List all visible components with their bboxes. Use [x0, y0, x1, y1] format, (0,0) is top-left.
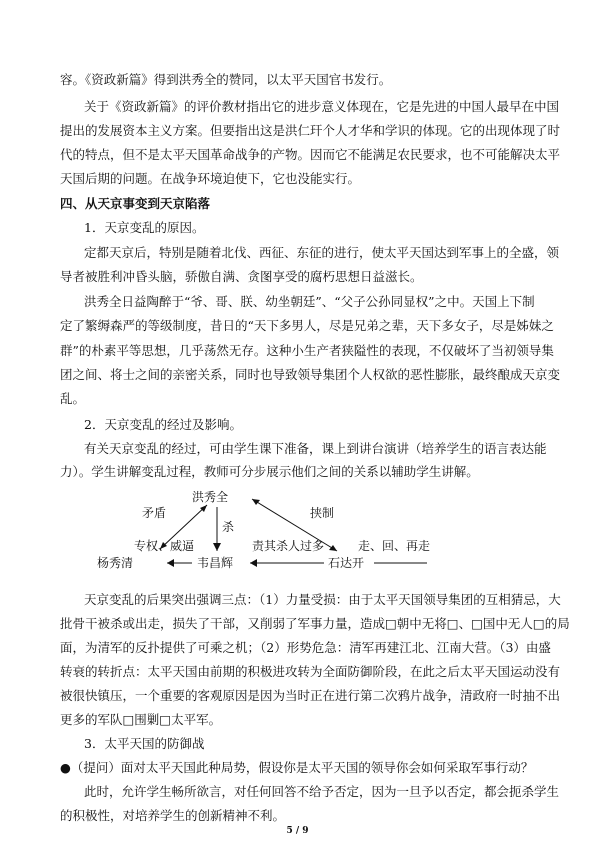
label-zou: 走、回、再走: [358, 539, 431, 553]
text-line-5: 天国后期的问题。在战争环境迫使下，它也没能实行。: [60, 171, 361, 186]
node-shi: 石达开: [328, 556, 365, 570]
arrowhead: [250, 559, 257, 567]
text-line-27: 的积极性，对培养学生的创新精神不利。: [60, 808, 286, 823]
text-line-23: 更多的军队□围剿□太平军。: [60, 712, 222, 727]
label-zeqi: 责其杀人过多: [252, 539, 325, 553]
text-line-22: 被很快镇压，一个重要的客观原因是因为当时正在进行第二次鸦片战争，清政府一时抽不出: [60, 688, 561, 703]
text-line-26: 此时，允许学生畅所欲言，对任何回答不给予否定，因为一旦予以否定，都会扼杀学生: [84, 784, 560, 799]
section-heading: 四、从天京事变到天京陷落: [60, 196, 211, 211]
text-line-2: 关于《资政新篇》的评价教材指出它的进步意义体现在，它是先进的中国人最早在中国: [84, 99, 560, 114]
node-hong: 洪秀全: [192, 490, 229, 504]
relationship-diagram: [92, 487, 437, 575]
label-sha: 杀: [222, 520, 235, 534]
text-line-16: 有关天京变乱的经过，可由学生课下准备，课上到讲台演讲（培养学生的语言表达能: [84, 441, 547, 456]
arrowhead: [329, 545, 337, 551]
question-line: ●（提问）面对太平天国此种局势，假设你是太平天国的领导你会如何采取军事行动？: [60, 760, 534, 775]
text-line-17: 力）。学生讲解变乱过程，教师可分步展示他们之间的关系以辅助学生讲解。: [60, 464, 479, 479]
arrowhead: [167, 559, 174, 567]
text-line-12: 群”的朴素平等思想，几乎荡然无存。这种小生产者狭隘性的表现，不仅破坏了当初领导集: [60, 343, 554, 358]
text-line-11: 定了繁缛森严的等级制度，昔日的“天下多男人，尽是兄弟之辈，天下多女子，尽是姊妹之: [60, 318, 554, 333]
text-line-18: 天京变乱的后果突出强调三点：（1）力量受损：由于太平天国领导集团的互相猜忌，大: [84, 592, 561, 607]
label-maodun: 矛盾: [142, 506, 167, 520]
text-line-8: 定都天京后，特别是随着北伐、西征、东征的进行，使太平天国达到军事上的全盛，领: [84, 245, 560, 260]
text-line-19: 批骨干被杀或出走，损失了干部，又削弱了军事力量，造成□朝中无将□、□国中无人□的局: [60, 616, 570, 631]
node-wei: 韦昌辉: [197, 556, 234, 570]
label-zhuanquan: 专权、威逼: [134, 539, 195, 553]
subheading-3: 3．太平天国的防御战: [84, 736, 205, 751]
text-line-10: 洪秀全日益陶醉于“爷、哥、朕、幼坐朝廷”、“父子公孙同显权”之中。天国上下制: [84, 294, 535, 309]
label-zhezhi: 挟制: [310, 506, 335, 520]
arrowhead: [252, 499, 260, 505]
arrowhead: [213, 543, 221, 551]
text-line-13: 团之间、将士之间的亲密关系，同时也导致领导集团个人权欲的恶性膨胀，最终酿成天京变: [60, 367, 561, 382]
page-number: 5 / 9: [286, 826, 309, 836]
text-line-3: 提出的发展资本主义方案。但要指出这是洪仁玕个人才华和学识的体现。它的出现体现了时: [60, 123, 561, 138]
text-line-14: 乱。: [60, 391, 86, 406]
subheading-2: 2．天京变乱的经过及影响。: [84, 417, 242, 432]
text-line-1: 容。《资政新篇》得到洪秀全的赞同，以太平天国官书发行。: [60, 72, 392, 87]
text-line-4: 代的特点，但不是太平天国革命战争的产物。因而它不能满足农民要求，也不可能解决太平: [60, 147, 561, 162]
text-line-9: 导者被胜利冲昏头脑，骄傲自满、贪图享受的腐朽思想日益滋长。: [60, 269, 423, 284]
subheading-1: 1．天京变乱的原因。: [84, 220, 205, 235]
node-yang: 杨秀清: [97, 556, 134, 570]
text-line-21: 转衰的转折点：太平天国由前期的积极进攻转为全面防御阶段，在此之后太平天国运动没有: [60, 664, 561, 679]
text-line-20: 面，为清军的反扑提供了可乘之机；（2）形势危急：清军再建江北、江南大营。（3）由盛: [60, 640, 551, 655]
